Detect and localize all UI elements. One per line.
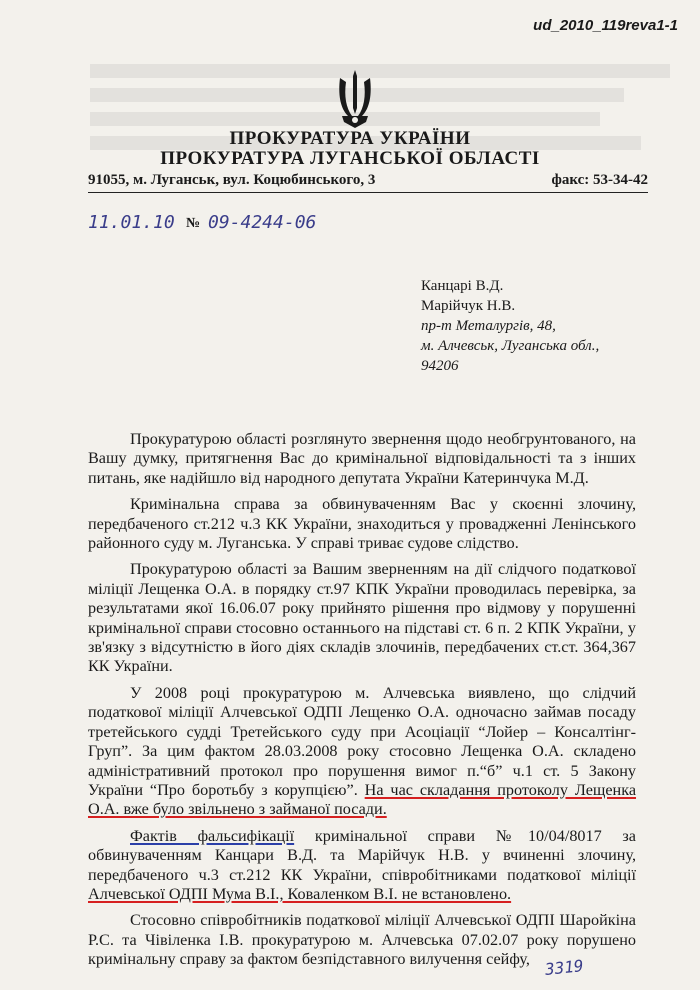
recipient-city: м. Алчевськ, Луганська обл., [421,338,600,354]
paragraph-2: Кримінальна справа за обвинуваченням Вас у скоєнні злочину, передбаченого ст.212 ч.3 КК України, знаходиться у провадженні Ленінського районного суду м. Луганська. У справі триває судове слідство. [88,495,636,553]
recipient-postcode: 94206 [421,358,459,374]
paragraph-6: Стосовно співробітників податкової міліції Алчевської ОДПІ Шаройкіна Р.С. та Чівіленка І.В. прокуратурою м. Алчевська 07.02.07 року порушено кримінальну справу за фактом безпідставного вилучення сейфу, [88,911,636,969]
recipient-name-2: Марійчук Н.В. [421,298,516,314]
paragraph-5 [88,827,636,905]
document-id: ud_2010_119reva1-1 [533,17,678,34]
paragraph-4-text: У 2008 році прокуратурою м. Алчевська виявлено, що слідчий податкової міліції Алчевської ОДПІ Лещенко О.А. одночасно займав посаду третейського судді Третейського суду при Асоціації “Лойер – Консалтінг-Груп”. За цим фактом 28.03.2008 року стосовно Лещенка О.А. складено адміністративний протокол про порушення вимог п.“б” ч.1 ст. 5 Закону України “Про боротьбу з корупцією”. [88,683,636,799]
recipient-name-1: Канцарі В.Д. [421,278,504,294]
fax-number: факс: 53-34-42 [551,172,648,188]
number-sign: № [186,216,201,231]
blue-underlined-phrase: Фактів фальсифікації [130,826,295,845]
letter-body [88,430,636,977]
letterhead-address-line [88,172,648,189]
handwritten-date: 11.01.10 [88,212,175,233]
trident-emblem-icon [334,68,376,130]
address: 91055, м. Луганськ, вул. Коцюбинського, 3 [88,172,376,188]
handwritten-page-number: 3319 [544,956,585,979]
paragraph-4 [88,684,636,820]
handwritten-outgoing-number: 09-4244-06 [208,212,317,233]
org-name-luhansk: ПРОКУРАТУРА ЛУГАНСЬКОЇ ОБЛАСТІ [160,148,540,169]
red-underlined-statement: На час складання протоколу Лещенка О.А. вже було звільнено з займаної посади. [88,780,637,819]
red-underlined-conclusion: Алчевської ОДПІ Мума В.І., Коваленком В.І. не встановлено. [88,884,512,903]
paragraph-5-text: кримінальної справи №10/04/8017 за обвинуваченням Канцари В.Д. та Марійчук Н.В. у вчиненні злочину, передбаченого ч.3 ст.212 КК України, співробітниками податкової міліції [88,826,636,884]
paragraph-1: Прокуратурою області розглянуто звернення щодо необгрунтованого, на Вашу думку, притягнення Вас до кримінальної відповідальності та з інших питань, яке надійшло від народного депутата України Катеринчука М.Д. [88,430,636,487]
letterhead-divider [88,192,648,193]
recipient-block [421,276,599,376]
org-name-ukraine: ПРОКУРАТУРА УКРАЇНИ [229,128,471,149]
paragraph-3: Прокуратурою області за Вашим зверненням на дії слідчого податкової міліції Лещенка О.А. в порядку ст.97 КПК України проводилась перевірка, за результатами якої 16.06.07 року прийнято рішення про відмову у порушенні кримінальної справи стосовно останнього на підставі ст. 6 п. 2 КПК України, у зв'язку з відсутністю в його діях складів злочинів, передбачених ст.ст. 364,367 КК України. [88,560,636,676]
recipient-street: пр-т Металургів, 48, [421,318,556,334]
